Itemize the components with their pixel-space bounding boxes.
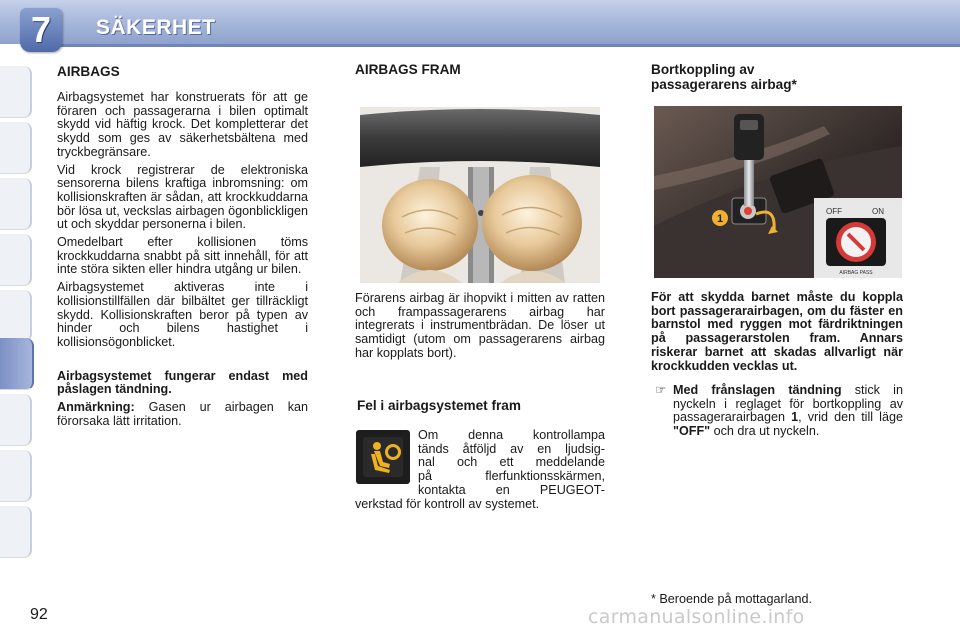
- fault-line-3: nal och ett meddelande: [418, 455, 605, 470]
- footnote: * Beroende på mottagarland.: [651, 592, 813, 606]
- chapter-number: 7: [30, 9, 52, 50]
- deactivation-instruction: [651, 384, 903, 439]
- panel-on-label: ON: [872, 207, 884, 216]
- remark: [57, 401, 308, 428]
- remark-text: Gasen ur airbagen kan förorsaka lätt irritation.: [57, 400, 308, 428]
- paragraph-4: Airbagsystemet aktiveras inte i kollisionstillfällen där bilbältet ger tillräckligt skydd. Kollisionskraften beror på typen av hinder och bilens hastighet i kollisionsögonblicket.: [57, 280, 308, 349]
- section-heading-airbags: AIRBAGS: [57, 64, 120, 79]
- side-tab-7-active[interactable]: [0, 338, 34, 390]
- chapter-tab: [20, 8, 62, 52]
- paragraph-1: Airbagsystemet har konstruerats för att ge föraren och passagerarna i bilen optimalt skydd vid häftig krock. Det kompletterar det skydd som ges av säkerhetsbältena med tryckbegränsare.: [57, 90, 308, 159]
- deactivation-instruction-text: [651, 384, 903, 439]
- airbag-deactivation-switch-illustration: [654, 106, 902, 278]
- section-heading-airbag-deactivation: [651, 62, 903, 92]
- page-number: 92: [30, 606, 48, 623]
- hand-pointer-icon: ☞: [655, 383, 667, 397]
- chapter-side-tabs: [0, 66, 34, 576]
- airbag-fault-text: [355, 429, 605, 511]
- middle-column: [355, 62, 605, 85]
- section-heading-airbag-fault: Fel i airbagsystemet fram: [357, 398, 521, 413]
- side-tab-2[interactable]: [0, 122, 32, 174]
- section-heading-front-airbags: AIRBAGS FRAM: [355, 62, 461, 77]
- side-tab-1[interactable]: [0, 66, 32, 118]
- left-column: [57, 62, 308, 432]
- fault-line-4: på flerfunktionsskärmen,: [418, 469, 605, 484]
- header-underline: [24, 44, 960, 47]
- side-tab-9[interactable]: [0, 450, 32, 502]
- airbag-illustration-svg: [360, 107, 600, 283]
- side-tab-4[interactable]: [0, 234, 32, 286]
- callout-number: 1: [716, 213, 724, 225]
- instruction-text-3: och dra ut nyckeln.: [710, 424, 820, 439]
- panel-airbag-pass-label: AIRBAG PASS: [839, 270, 873, 276]
- heading-line-1: Bortkoppling av: [651, 62, 755, 77]
- instruction-text-1: stick in nyckeln i reglaget för bortkoppling av passagerarairbagen: [673, 383, 903, 425]
- instruction-number: 1: [791, 410, 799, 425]
- side-tab-8[interactable]: [0, 394, 32, 446]
- page-title: SÄKERHET: [96, 16, 216, 39]
- instruction-off: "OFF": [673, 424, 711, 439]
- remark-label: Anmärkning:: [57, 400, 135, 415]
- instruction-bold: Med frånslagen tändning: [673, 383, 842, 397]
- fault-line-2: tänds åtföljd av en ljudsig-: [418, 441, 605, 456]
- panel-off-label: OFF: [826, 207, 842, 216]
- key-switch-svg: [654, 106, 902, 278]
- child-seat-warning: För att skydda barnet måste du koppla bort passagerarairbagen, om du fäster en barnstol med ryggen mot färdriktningen på passagerarstolen fram. Annars riskerar barnet att skadas allvarligt när krockkudden vecklas ut.: [651, 290, 903, 373]
- front-airbags-illustration: [360, 107, 600, 283]
- fault-line-5: kontakta en PEUGEOT-: [418, 482, 605, 497]
- page-header: [0, 0, 960, 58]
- right-column: [651, 62, 903, 100]
- paragraph-2: Vid krock registrerar de elektroniska sensorerna bilens kraftiga inbromsning: om kollisionskraften är sådan, att krockkuddarna bör lösa ut, veckslas airbagen ögonblickligen ut och skyddar personerna i bilen.: [57, 162, 308, 232]
- ignition-note: Airbagsystemet fungerar endast med påslagen tändning.: [57, 368, 308, 397]
- heading-line-2: passagerarens airbag*: [651, 77, 797, 92]
- fault-line-1: Om denna kontrollampa: [418, 428, 605, 442]
- instruction-text-2: , vrid den till läge: [798, 410, 903, 425]
- side-tab-10[interactable]: [0, 506, 32, 558]
- fault-line-6: verkstad för kontroll av systemet.: [355, 496, 540, 511]
- watermark: carmanualsonline.info: [588, 606, 805, 628]
- side-tab-3[interactable]: [0, 178, 32, 230]
- front-airbags-caption: Förarens airbag är ihopvikt i mitten av ratten och frampassagerarens airbag har integrerats i instrumentbrädan. De löser ut samtidigt (utom om passagerarens airbag har kopplats bort).: [355, 291, 605, 360]
- side-tab-5[interactable]: [0, 290, 32, 342]
- paragraph-3: Omedelbart efter kollisionen töms krockkuddarna snabbt på sitt innehåll, för att inte störa sikten eller hindra utgång ur bilen.: [57, 235, 308, 277]
